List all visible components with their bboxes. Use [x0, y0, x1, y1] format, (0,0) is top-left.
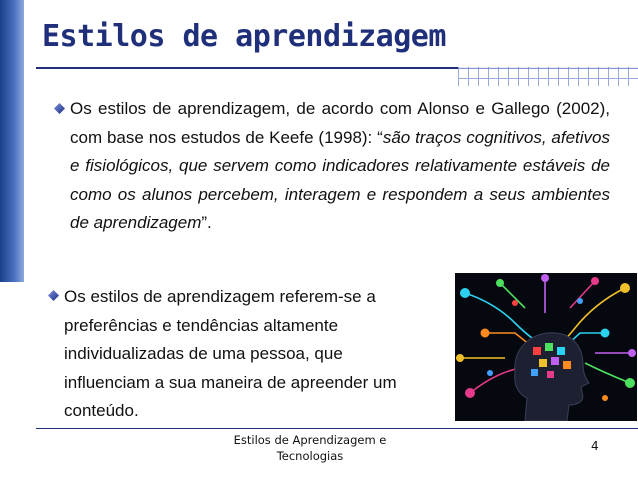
head-network-illustration: [455, 273, 637, 421]
quote-text: são traços cognitivos, afetivos e fisiológicos, que servem como indicadores relativamente estáveis de como os alunos percebem, interagem e respondem a seus ambientes de aprendizagem: [70, 127, 610, 232]
bullet-paragraph-1: Os estilos de aprendizagem, de acordo com Alonso e Gallego (2002), com base nos estudos de Keefe (1998): “são traços cognitivos, afetivos e fisiológicos, que servem como indicadores relativamente estáveis de como os alunos percebem, interagem e respondem a seus ambientes de aprendizagem”.: [70, 99, 610, 232]
diamond-bullet-icon: [54, 103, 65, 114]
slide-title: Estilos de aprendizagem: [42, 19, 446, 54]
diamond-bullet-icon: [48, 290, 59, 301]
footer-divider: [36, 428, 638, 429]
footer-text: Estilos de Aprendizagem e Tecnologias: [233, 433, 387, 463]
left-accent-bar: [0, 0, 24, 282]
bullet-paragraph-2: Os estilos de aprendizagem referem-se a preferências e tendências altamente individualizadas de uma pessoa, que influenciam a sua maneira de apreender um conteúdo.: [64, 287, 397, 421]
page-number: 4: [591, 439, 599, 453]
